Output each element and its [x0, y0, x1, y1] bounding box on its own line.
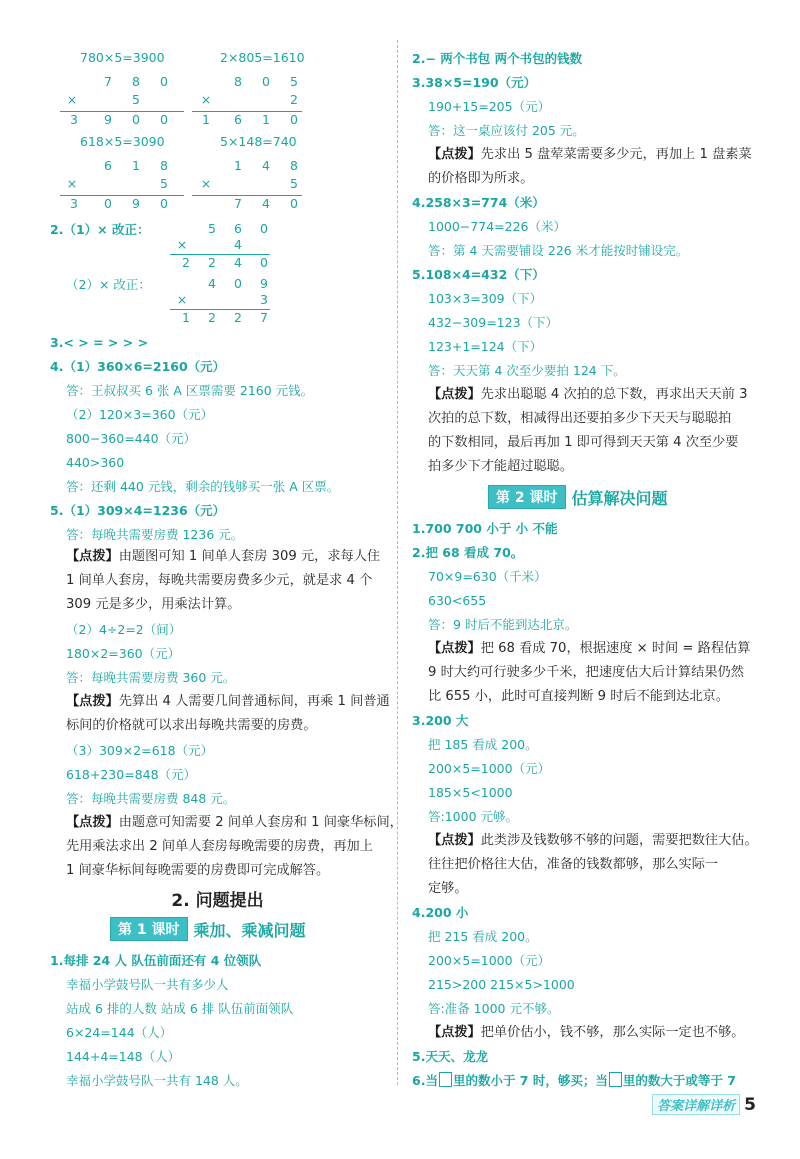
tip-text: 309 元是多少，用乘法计算。: [66, 597, 241, 612]
question-2-part-1: 2.（1）× 改正：: [50, 222, 150, 237]
answer-line: 站成 6 排的人数 站成 6 排 队伍前面领队: [66, 1001, 294, 1016]
digit: 8: [234, 74, 242, 89]
answer-line: 把 185 看成 200。: [428, 737, 538, 752]
tip-paragraph: [412, 1024, 745, 1042]
answer-line: 答：这一桌应该付 205 元。: [428, 123, 585, 138]
question-2-part-2: （2）× 改正：: [66, 277, 151, 292]
times-sign: ×: [200, 176, 212, 191]
vertical-multiplication: [200, 134, 340, 214]
answer-line: 把 215 看成 200。: [428, 929, 538, 944]
tip-paragraph: [50, 693, 390, 711]
tip-text: 1 间豪华标间每晚需要的房费即可完成解答。: [66, 863, 330, 878]
answer-line: 123+1=124（下）: [428, 339, 543, 354]
answer-line: 630<655: [428, 593, 487, 608]
blank-box: [609, 1072, 622, 1087]
answer-line: 190+15=205（元）: [428, 99, 551, 114]
q6-text: 里的数大于或等于 7: [622, 1073, 736, 1088]
tip-tag: 【点拨】: [428, 833, 481, 848]
answer-line: 5.108×4=432（下）: [412, 267, 545, 282]
answer-line: 215>200 215×5>1000: [428, 977, 575, 992]
digit: 4: [262, 158, 270, 173]
vertical-multiplication: [66, 134, 200, 214]
answer-line: 幸福小学鼓号队一共有 148 人。: [66, 1073, 248, 1088]
tip-text: 标间的价格就可以求出每晚共需要的房费。: [66, 718, 317, 733]
digit: 6: [234, 112, 242, 127]
answer-line: 答：天天第 4 次至少要拍 124 下。: [428, 363, 626, 378]
lesson-heading: [110, 918, 306, 940]
tip-tag: 【点拨】: [66, 549, 119, 564]
equation: 2×805=1610: [220, 50, 305, 65]
digit: 0: [234, 276, 242, 291]
vertical-multiplication: [200, 50, 340, 130]
tip-text: 往往把价格往大估，准备的钱数都够，那么实际一: [428, 857, 719, 872]
tip-text: 比 655 小，此时可直接判断 9 时后不能到达北京。: [428, 689, 729, 704]
digit: 0: [290, 112, 298, 127]
answer-line: 3.< > = > > >: [50, 335, 149, 350]
answer-line: 答:准备 1000 元不够。: [428, 1001, 560, 1016]
answer-line: 200×5=1000（元）: [428, 761, 551, 776]
tip-text: 先算出 4 人需要几间普通标间，再乘 1 间普通: [118, 694, 390, 709]
digit: 4: [234, 255, 242, 270]
tip-paragraph: [412, 386, 747, 404]
tip-paragraph: [412, 640, 750, 658]
digit: 1: [262, 112, 270, 127]
answer-line: 2.把 68 看成 70。: [412, 545, 524, 560]
digit: 3: [260, 292, 268, 307]
digit: 4: [208, 276, 216, 291]
lesson-heading: [488, 486, 668, 508]
digit: 0: [260, 221, 268, 236]
answer-line: （2）120×3=360（元）: [66, 407, 214, 422]
answer-line: 答：王叔叔买 6 张 A 区票需要 2160 元钱。: [66, 383, 314, 398]
tip-paragraph: [50, 548, 380, 566]
digit: 0: [262, 74, 270, 89]
lesson-badge: 第 2 课时: [488, 485, 566, 509]
answer-line: 440>360: [66, 455, 125, 470]
tip-tag: 【点拨】: [66, 815, 119, 830]
answer-line: 4.（1）360×6=2160（元）: [50, 359, 226, 374]
digit: 3: [70, 196, 78, 211]
vertical-multiplication: [66, 50, 200, 130]
digit: 5: [160, 176, 168, 191]
tip-paragraph: [412, 832, 758, 850]
times-sign: ×: [176, 292, 188, 307]
digit: 6: [104, 158, 112, 173]
answer-line: 618+230=848（元）: [66, 767, 197, 782]
tip-text: 的下数相同，最后再加 1 即可得到天天第 4 次至少要: [428, 435, 739, 450]
page-number: 5: [744, 1094, 756, 1115]
answer-line: 1000−774=226（米）: [428, 219, 566, 234]
q6-text: 6.当: [412, 1073, 438, 1088]
answer-line: 4.200 小: [412, 905, 469, 920]
column-divider: [397, 40, 398, 1085]
answer-line: 2.− 两个书包 两个书包的钱数: [412, 51, 583, 66]
digit: 2: [234, 310, 242, 325]
tip-text: 先用乘法求出 2 间单人套房每晚需要的房费，再加上: [66, 839, 373, 854]
digit: 9: [104, 112, 112, 127]
answer-line: 答：每晚共需要房费 360 元。: [66, 670, 236, 685]
answer-line: 432−309=123（下）: [428, 315, 559, 330]
question-6-line: [412, 1072, 736, 1090]
answer-line: 144+4=148（人）: [66, 1049, 181, 1064]
tip-text: 先求出 5 盘荤菜需要多少元，再加上 1 盘素菜: [480, 147, 752, 162]
answer-line: 180×2=360（元）: [66, 646, 181, 661]
digit: 3: [70, 112, 78, 127]
digit: 0: [132, 112, 140, 127]
digit: 0: [104, 196, 112, 211]
answer-line: 6×24=144（人）: [66, 1025, 173, 1040]
tip-text: 此类涉及钱数够不够的问题，需要把数往大估。: [480, 833, 758, 848]
digit: 5: [208, 221, 216, 236]
digit: 2: [182, 255, 190, 270]
answer-line: 5.（1）309×4=1236（元）: [50, 503, 226, 518]
tip-paragraph: [50, 814, 403, 832]
tip-text: 先求出聪聪 4 次拍的总下数，再求出天天前 3: [480, 387, 748, 402]
page-footer: [652, 1094, 756, 1115]
digit: 8: [132, 74, 140, 89]
digit: 0: [160, 112, 168, 127]
tip-paragraph: [412, 146, 752, 164]
answer-line: 70×9=630（千米）: [428, 569, 547, 584]
answer-line: 1.每排 24 人 队伍前面还有 4 位领队: [50, 953, 262, 968]
equation: 5×148=740: [220, 134, 297, 149]
tip-tag: 【点拨】: [428, 1025, 481, 1040]
answer-line: 103×3=309（下）: [428, 291, 543, 306]
digit: 0: [160, 74, 168, 89]
tip-tag: 【点拨】: [428, 387, 481, 402]
tip-tag: 【点拨】: [66, 694, 119, 709]
digit: 8: [290, 158, 298, 173]
answer-line: （3）309×2=618（元）: [66, 743, 214, 758]
footer-label: 答案详解详析: [652, 1094, 740, 1115]
section-title: 2. 问题提出: [171, 891, 264, 911]
digit: 0: [260, 255, 268, 270]
digit: 1: [202, 112, 210, 127]
tip-text: 把单价估小，钱不够，那么实际一定也不够。: [480, 1025, 745, 1040]
tip-text: 由题图可知 1 间单人套房 309 元，求每人住: [118, 549, 381, 564]
lesson-title: 乘加、乘减问题: [193, 920, 306, 940]
times-sign: ×: [66, 176, 78, 191]
answer-line: 4.258×3=774（米）: [412, 195, 545, 210]
tip-tag: 【点拨】: [428, 641, 481, 656]
digit: 4: [262, 196, 270, 211]
digit: 9: [260, 276, 268, 291]
tip-text: 把 68 看成 70，根据速度 × 时间 = 路程估算: [480, 641, 751, 656]
digit: 2: [208, 255, 216, 270]
blank-box: [439, 1072, 452, 1087]
digit: 0: [160, 196, 168, 211]
tip-tag: 【点拨】: [428, 147, 481, 162]
digit: 2: [208, 310, 216, 325]
digit: 5: [132, 92, 140, 107]
answer-line: 答：第 4 天需要铺设 226 米才能按时铺设完。: [428, 243, 689, 258]
digit: 5: [290, 176, 298, 191]
digit: 8: [160, 158, 168, 173]
tip-text: 定够。: [428, 881, 468, 896]
answer-line: 3.200 大: [412, 713, 469, 728]
digit: 1: [132, 158, 140, 173]
correction-multiplication: [176, 221, 280, 277]
tip-text: 的价格即为所求。: [428, 171, 534, 186]
digit: 9: [132, 196, 140, 211]
tip-text: 次拍的总下数，相减得出还要拍多少下天天与聪聪拍: [428, 411, 732, 426]
tip-text: 9 时大约可行驶多少千米，把速度估大后计算结果仍然: [428, 665, 744, 680]
answer-line: 答：每晚共需要房费 1236 元。: [66, 527, 244, 542]
digit: 2: [290, 92, 298, 107]
lesson-title: 估算解决问题: [571, 488, 668, 508]
digit: 5: [290, 74, 298, 89]
answer-line: 幸福小学鼓号队一共有多少人: [66, 977, 229, 992]
q6-text: 里的数小于 7 时，够买；当: [452, 1073, 608, 1088]
times-sign: ×: [200, 92, 212, 107]
equation: 780×5=3900: [80, 50, 165, 65]
times-sign: ×: [66, 92, 78, 107]
digit: 7: [234, 196, 242, 211]
answer-line: 答：每晚共需要房费 848 元。: [66, 791, 236, 806]
lesson-badge: 第 1 课时: [110, 917, 188, 941]
answer-line: （2）4÷2=2（间）: [66, 622, 182, 637]
answer-line: 200×5=1000（元）: [428, 953, 551, 968]
digit: 7: [104, 74, 112, 89]
answer-line: 1.700 700 小于 小 不能: [412, 521, 558, 536]
answer-line: 答：9 时后不能到达北京。: [428, 617, 578, 632]
answer-line: 800−360=440（元）: [66, 431, 197, 446]
correction-multiplication: [176, 276, 280, 332]
tip-text: 由题意可知需要 2 间单人套房和 1 间豪华标间，: [118, 815, 403, 830]
answer-line: 答:1000 元够。: [428, 809, 518, 824]
digit: 4: [234, 237, 242, 252]
tip-text: 拍多少下才能超过聪聪。: [428, 459, 574, 474]
digit: 1: [234, 158, 242, 173]
digit: 6: [234, 221, 242, 236]
answer-line: 答：还剩 440 元钱，剩余的钱够买一张 A 区票。: [66, 479, 340, 494]
digit: 1: [182, 310, 190, 325]
times-sign: ×: [176, 237, 188, 252]
answer-line: 3.38×5=190（元）: [412, 75, 537, 90]
answer-line: 185×5<1000: [428, 785, 513, 800]
digit: 0: [290, 196, 298, 211]
digit: 7: [260, 310, 268, 325]
tip-text: 1 间单人套房，每晚共需要房费多少元，就是求 4 个: [66, 573, 373, 588]
equation: 618×5=3090: [80, 134, 165, 149]
answer-line: 5.天天、龙龙: [412, 1049, 488, 1064]
